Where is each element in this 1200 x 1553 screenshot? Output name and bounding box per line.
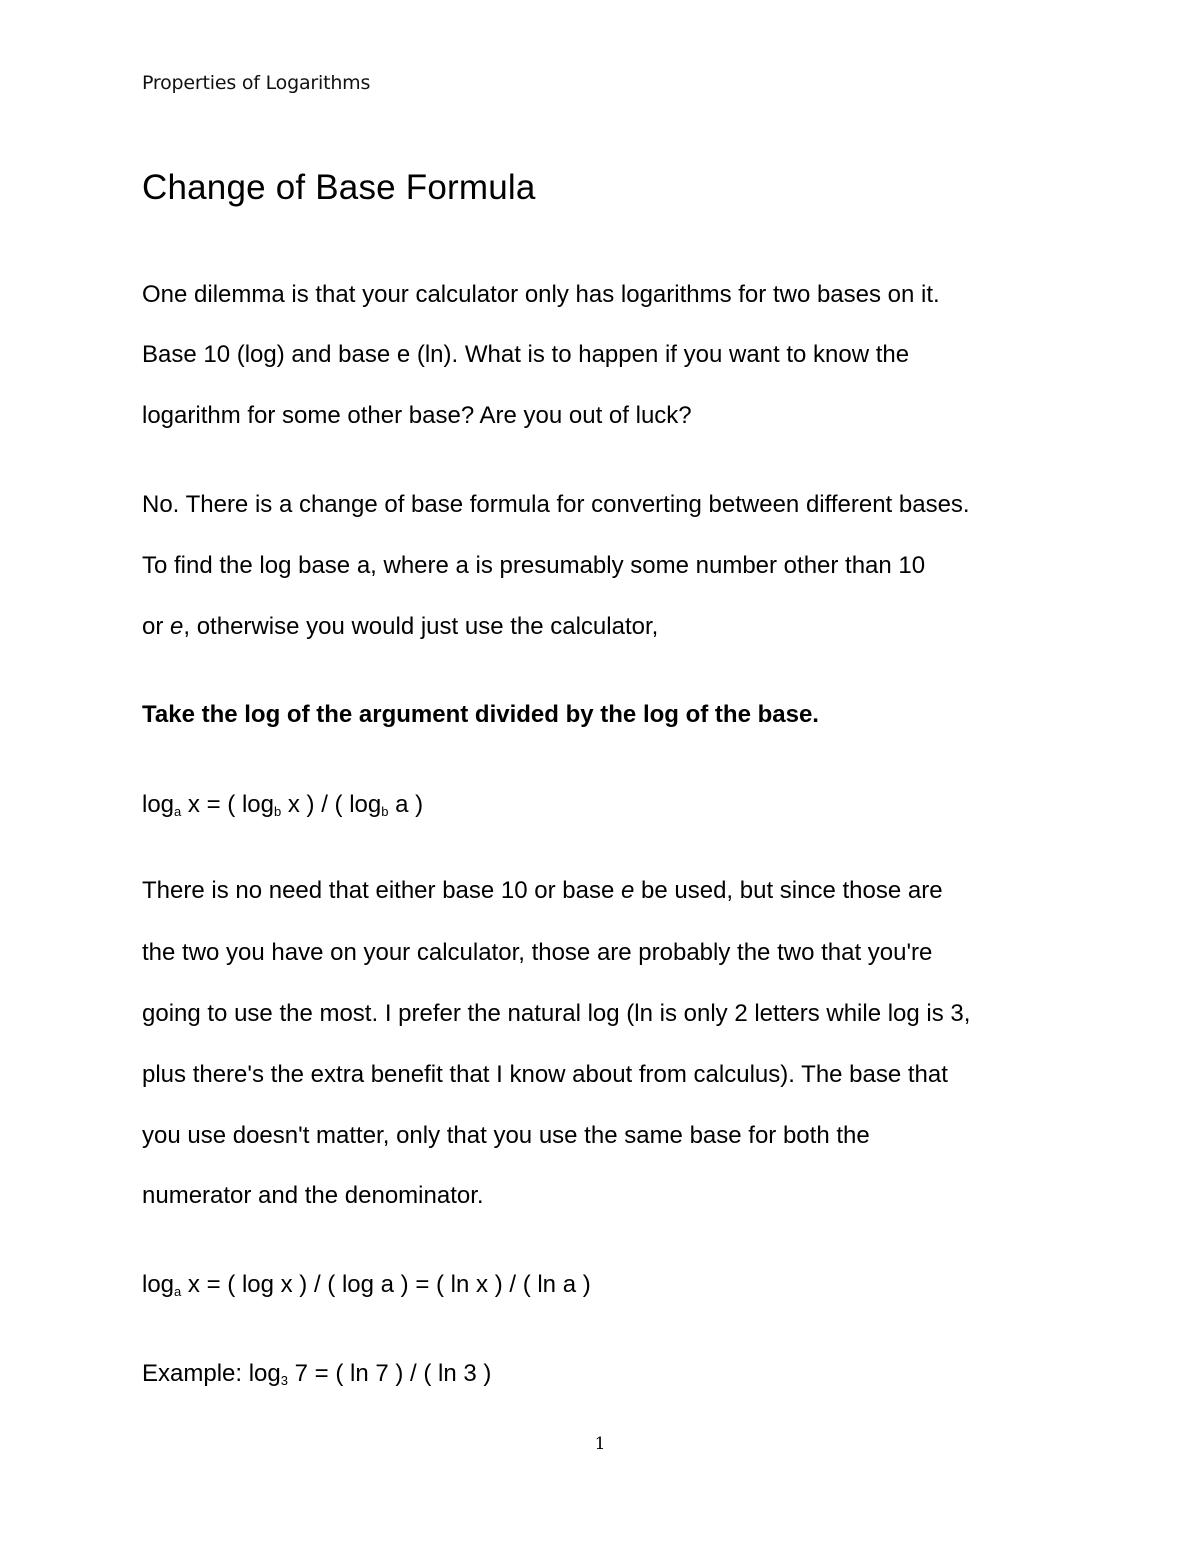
subscript: b [381, 804, 389, 819]
italic-e: e [620, 877, 635, 904]
subscript: a [174, 1284, 182, 1299]
formula-part: 7 = ( ln 7 ) / ( ln 3 ) [287, 1360, 492, 1387]
subscript: b [273, 804, 282, 819]
paragraph-1-line-1: One dilemma is that your calculator only has logarithms for two bases on it. [142, 281, 940, 308]
paragraph-3-line-5: you use doesn't matter, only that you use the same base for both the [142, 1122, 870, 1149]
page-title: Change of Base Formula [142, 168, 536, 207]
formula-part: x ) / ( log [281, 791, 382, 818]
page-number: 1 [594, 1434, 606, 1454]
formula-part: x = ( log x ) / ( log a ) = ( ln x ) / ( ln a ) [181, 1271, 591, 1298]
text-run: , otherwise you would just use the calculator, [183, 613, 659, 640]
text-run: be used, but since those are [634, 877, 943, 904]
paragraph-1-line-3: logarithm for some other base? Are you out of luck? [142, 402, 692, 429]
paragraph-2-line-1: No. There is a change of base formula for converting between different bases. [142, 491, 970, 518]
formula-part: x = ( log [181, 791, 274, 818]
formula-common-bases [142, 1270, 591, 1300]
running-header: Properties of Logarithms [142, 72, 371, 94]
rule-statement: Take the log of the argument divided by the log of the base. [142, 701, 819, 728]
paragraph-2-line-2: To find the log base a, where a is presumably some number other than 10 [142, 552, 926, 579]
text-run: or [142, 613, 171, 640]
paragraph-3-line-6: numerator and the denominator. [142, 1182, 484, 1209]
formula-part: log [142, 1271, 175, 1298]
paragraph-2-line-3 [142, 612, 658, 642]
subscript: 3 [280, 1373, 288, 1388]
formula-general [142, 790, 423, 820]
subscript: a [174, 804, 182, 819]
italic-e: e [170, 613, 184, 640]
text-run: There is no need that either base 10 or base [142, 877, 621, 904]
paragraph-3-line-1 [142, 876, 943, 906]
paragraph-3-line-4: plus there's the extra benefit that I know about from calculus). The base that [142, 1061, 948, 1088]
paragraph-3-line-3: going to use the most. I prefer the natural log (ln is only 2 letters while log is 3, [142, 1000, 971, 1027]
formula-part: a ) [388, 791, 424, 818]
paragraph-3-line-2: the two you have on your calculator, those are probably the two that you're [142, 939, 933, 966]
example-formula [142, 1359, 491, 1389]
formula-part: Example: log [142, 1360, 281, 1387]
paragraph-1-line-2: Base 10 (log) and base e (ln). What is to happen if you want to know the [142, 341, 910, 368]
formula-part: log [142, 791, 175, 818]
